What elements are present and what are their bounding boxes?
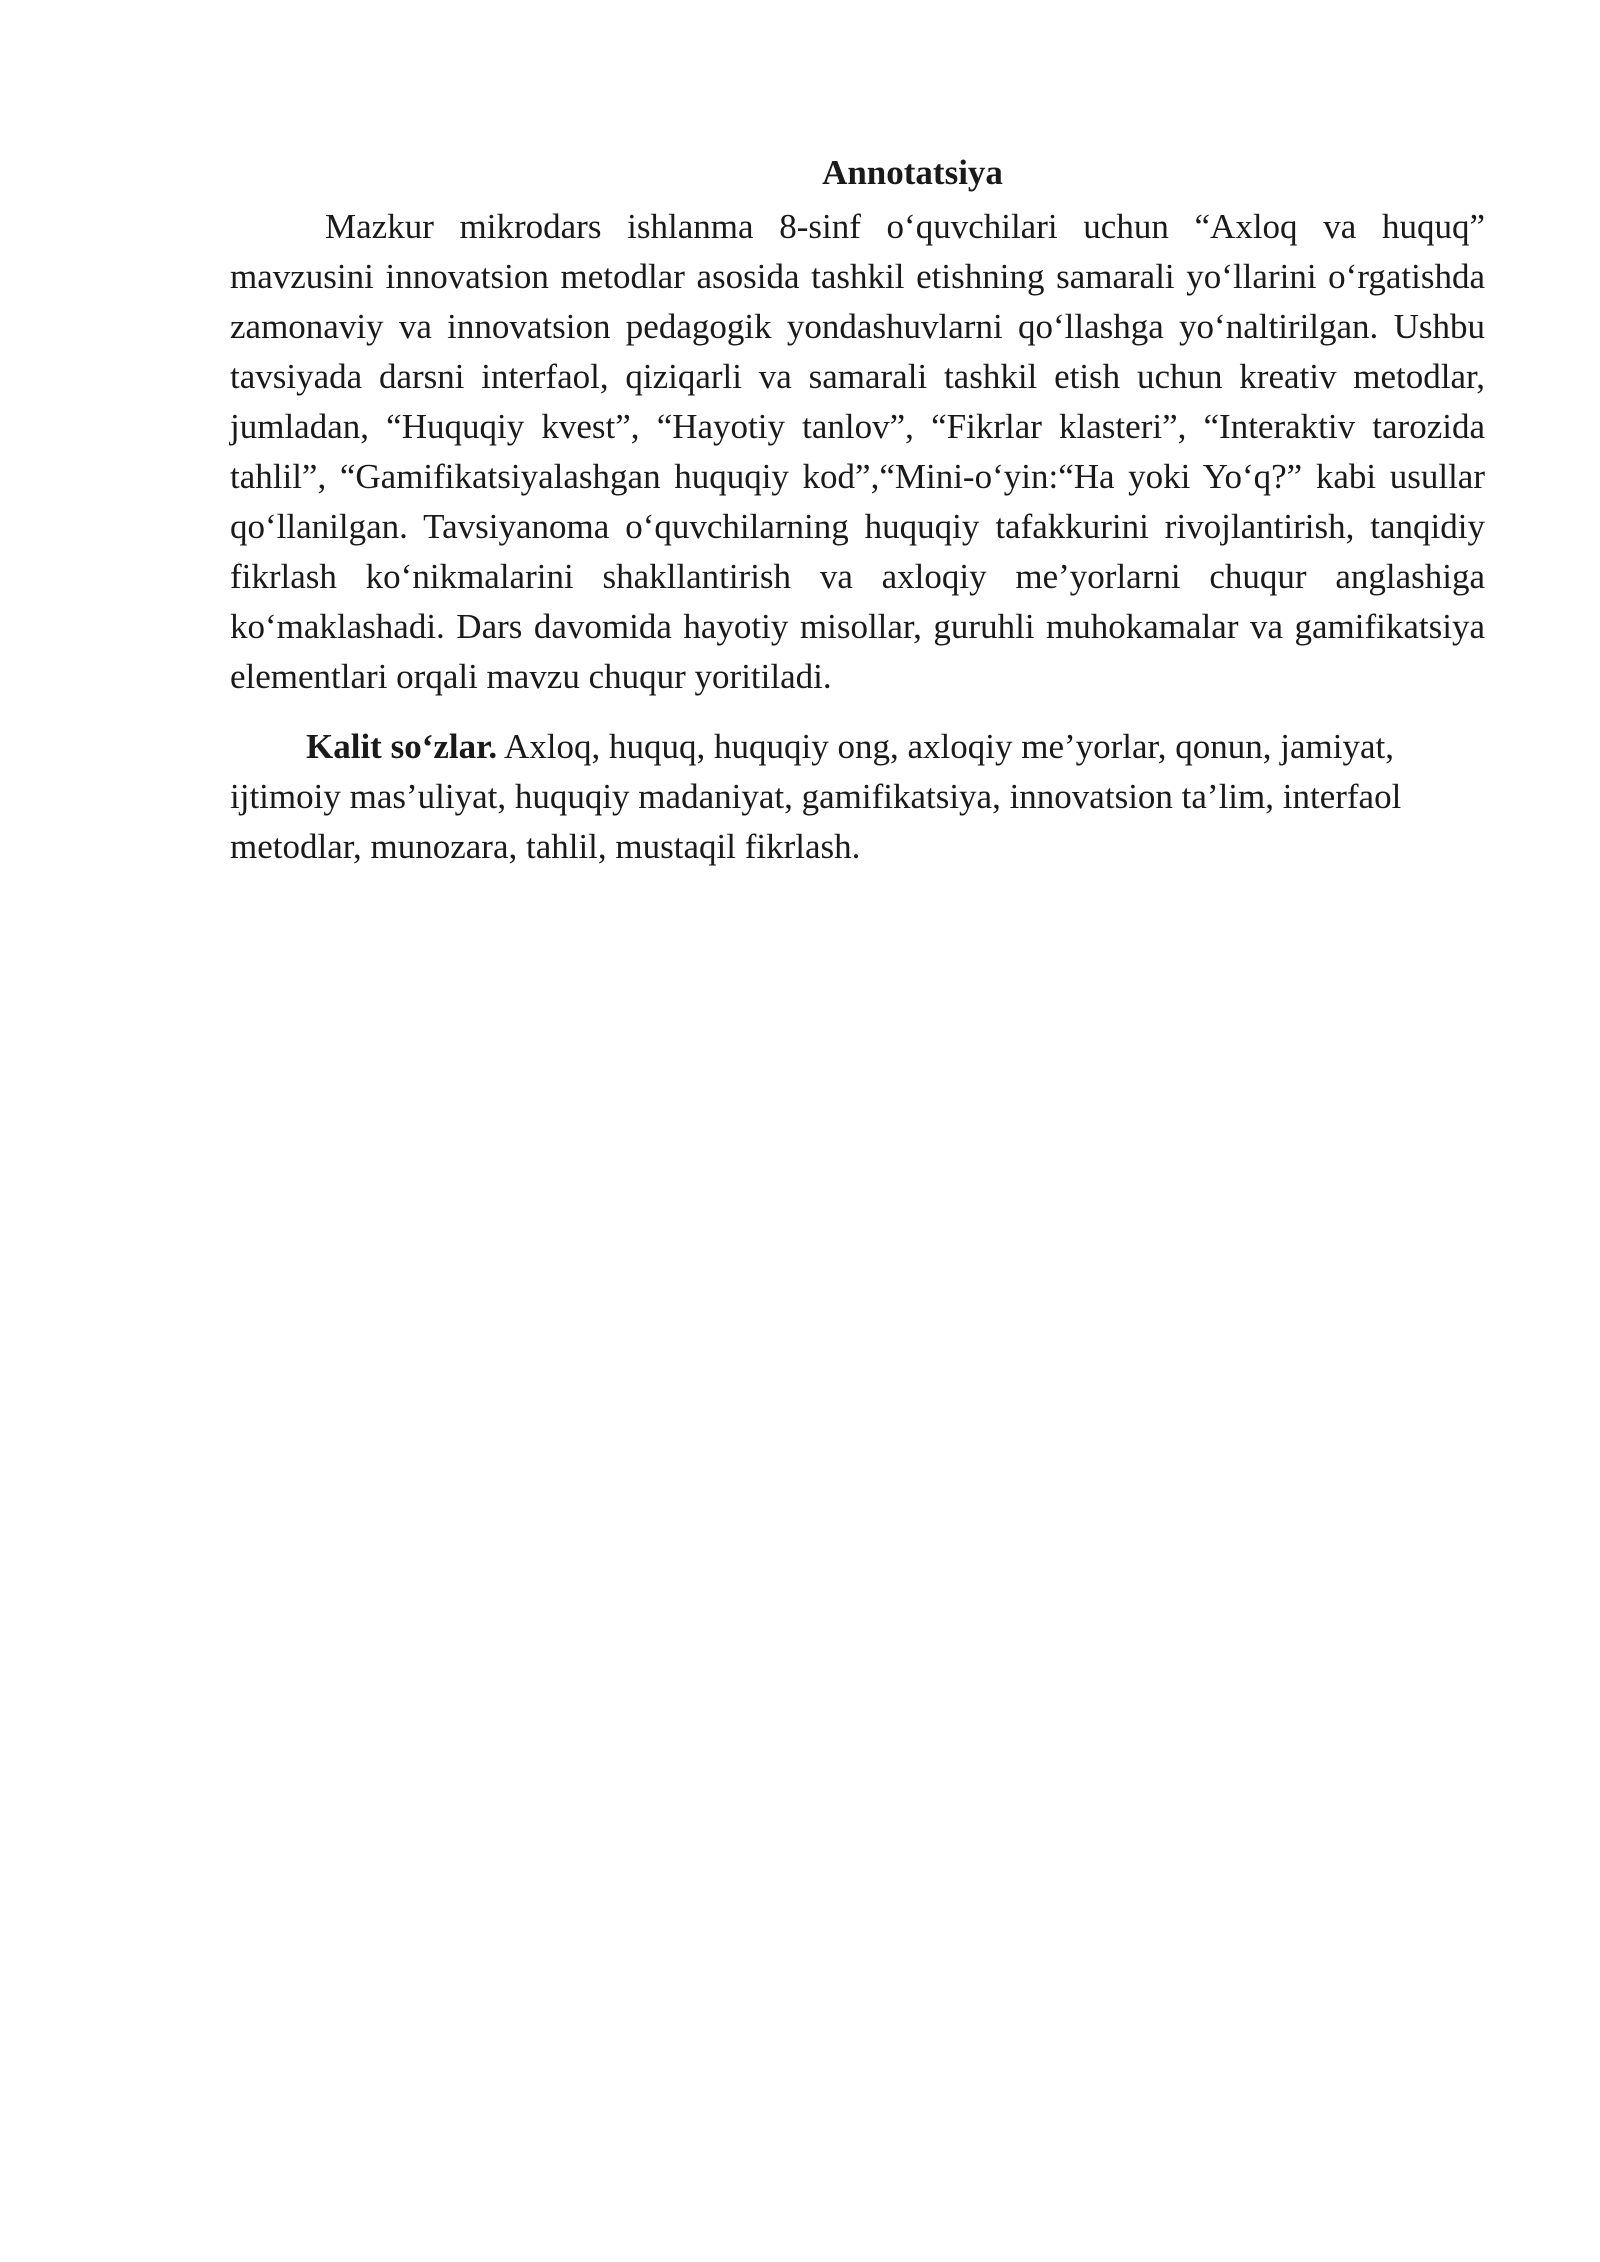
- page-title: Annotatsiya: [822, 153, 1003, 192]
- keywords-paragraph: [230, 722, 1485, 872]
- keywords-text: Axloq, huquq, huquqiy ong, axloqiy me’yorlar, qonun, jamiyat, ijtimoiy mas’uliyat, huquqiy madaniyat, gamifikatsiya, innovatsion ta’lim, interfaol metodlar, munozara, tahlil, mustaqil fikrlash.: [230, 727, 1402, 866]
- abstract-paragraph: Mazkur mikrodars ishlanma 8-sinf o‘quvchilari uchun “Axloq va huquq” mavzusini innovatsion metodlar asosida tashkil etishning samarali yo‘llarini o‘rgatishda zamonaviy va innovatsion pedagogik yondashuvlarni qo‘llashga yo‘naltirilgan. Ushbu tavsiyada darsni interfaol, qiziqarli va samarali tashkil etish uchun kreativ metodlar, jumladan, “Huquqiy kvest”, “Hayotiy tanlov”, “Fikrlar klasteri”, “Interaktiv tarozida tahlil”, “Gamifikatsiyalashgan huquqiy kod”,“Mini-o‘yin:“Ha yoki Yo‘q?” kabi usullar qo‘llanilgan. Tavsiyanoma o‘quvchilarning huquqiy tafakkurini rivojlantirish, tanqidiy fikrlash ko‘nikmalarini shakllantirish va axloqiy me’yorlarni chuqur anglashiga ko‘maklashadi. Dars davomida hayotiy misollar, guruhli muhokamalar va gamifikatsiya elementlari orqali mavzu chuqur yoritiladi.: [230, 207, 1485, 696]
- keywords-label: Kalit so‘zlar.: [306, 727, 498, 766]
- document-content: [230, 148, 1485, 872]
